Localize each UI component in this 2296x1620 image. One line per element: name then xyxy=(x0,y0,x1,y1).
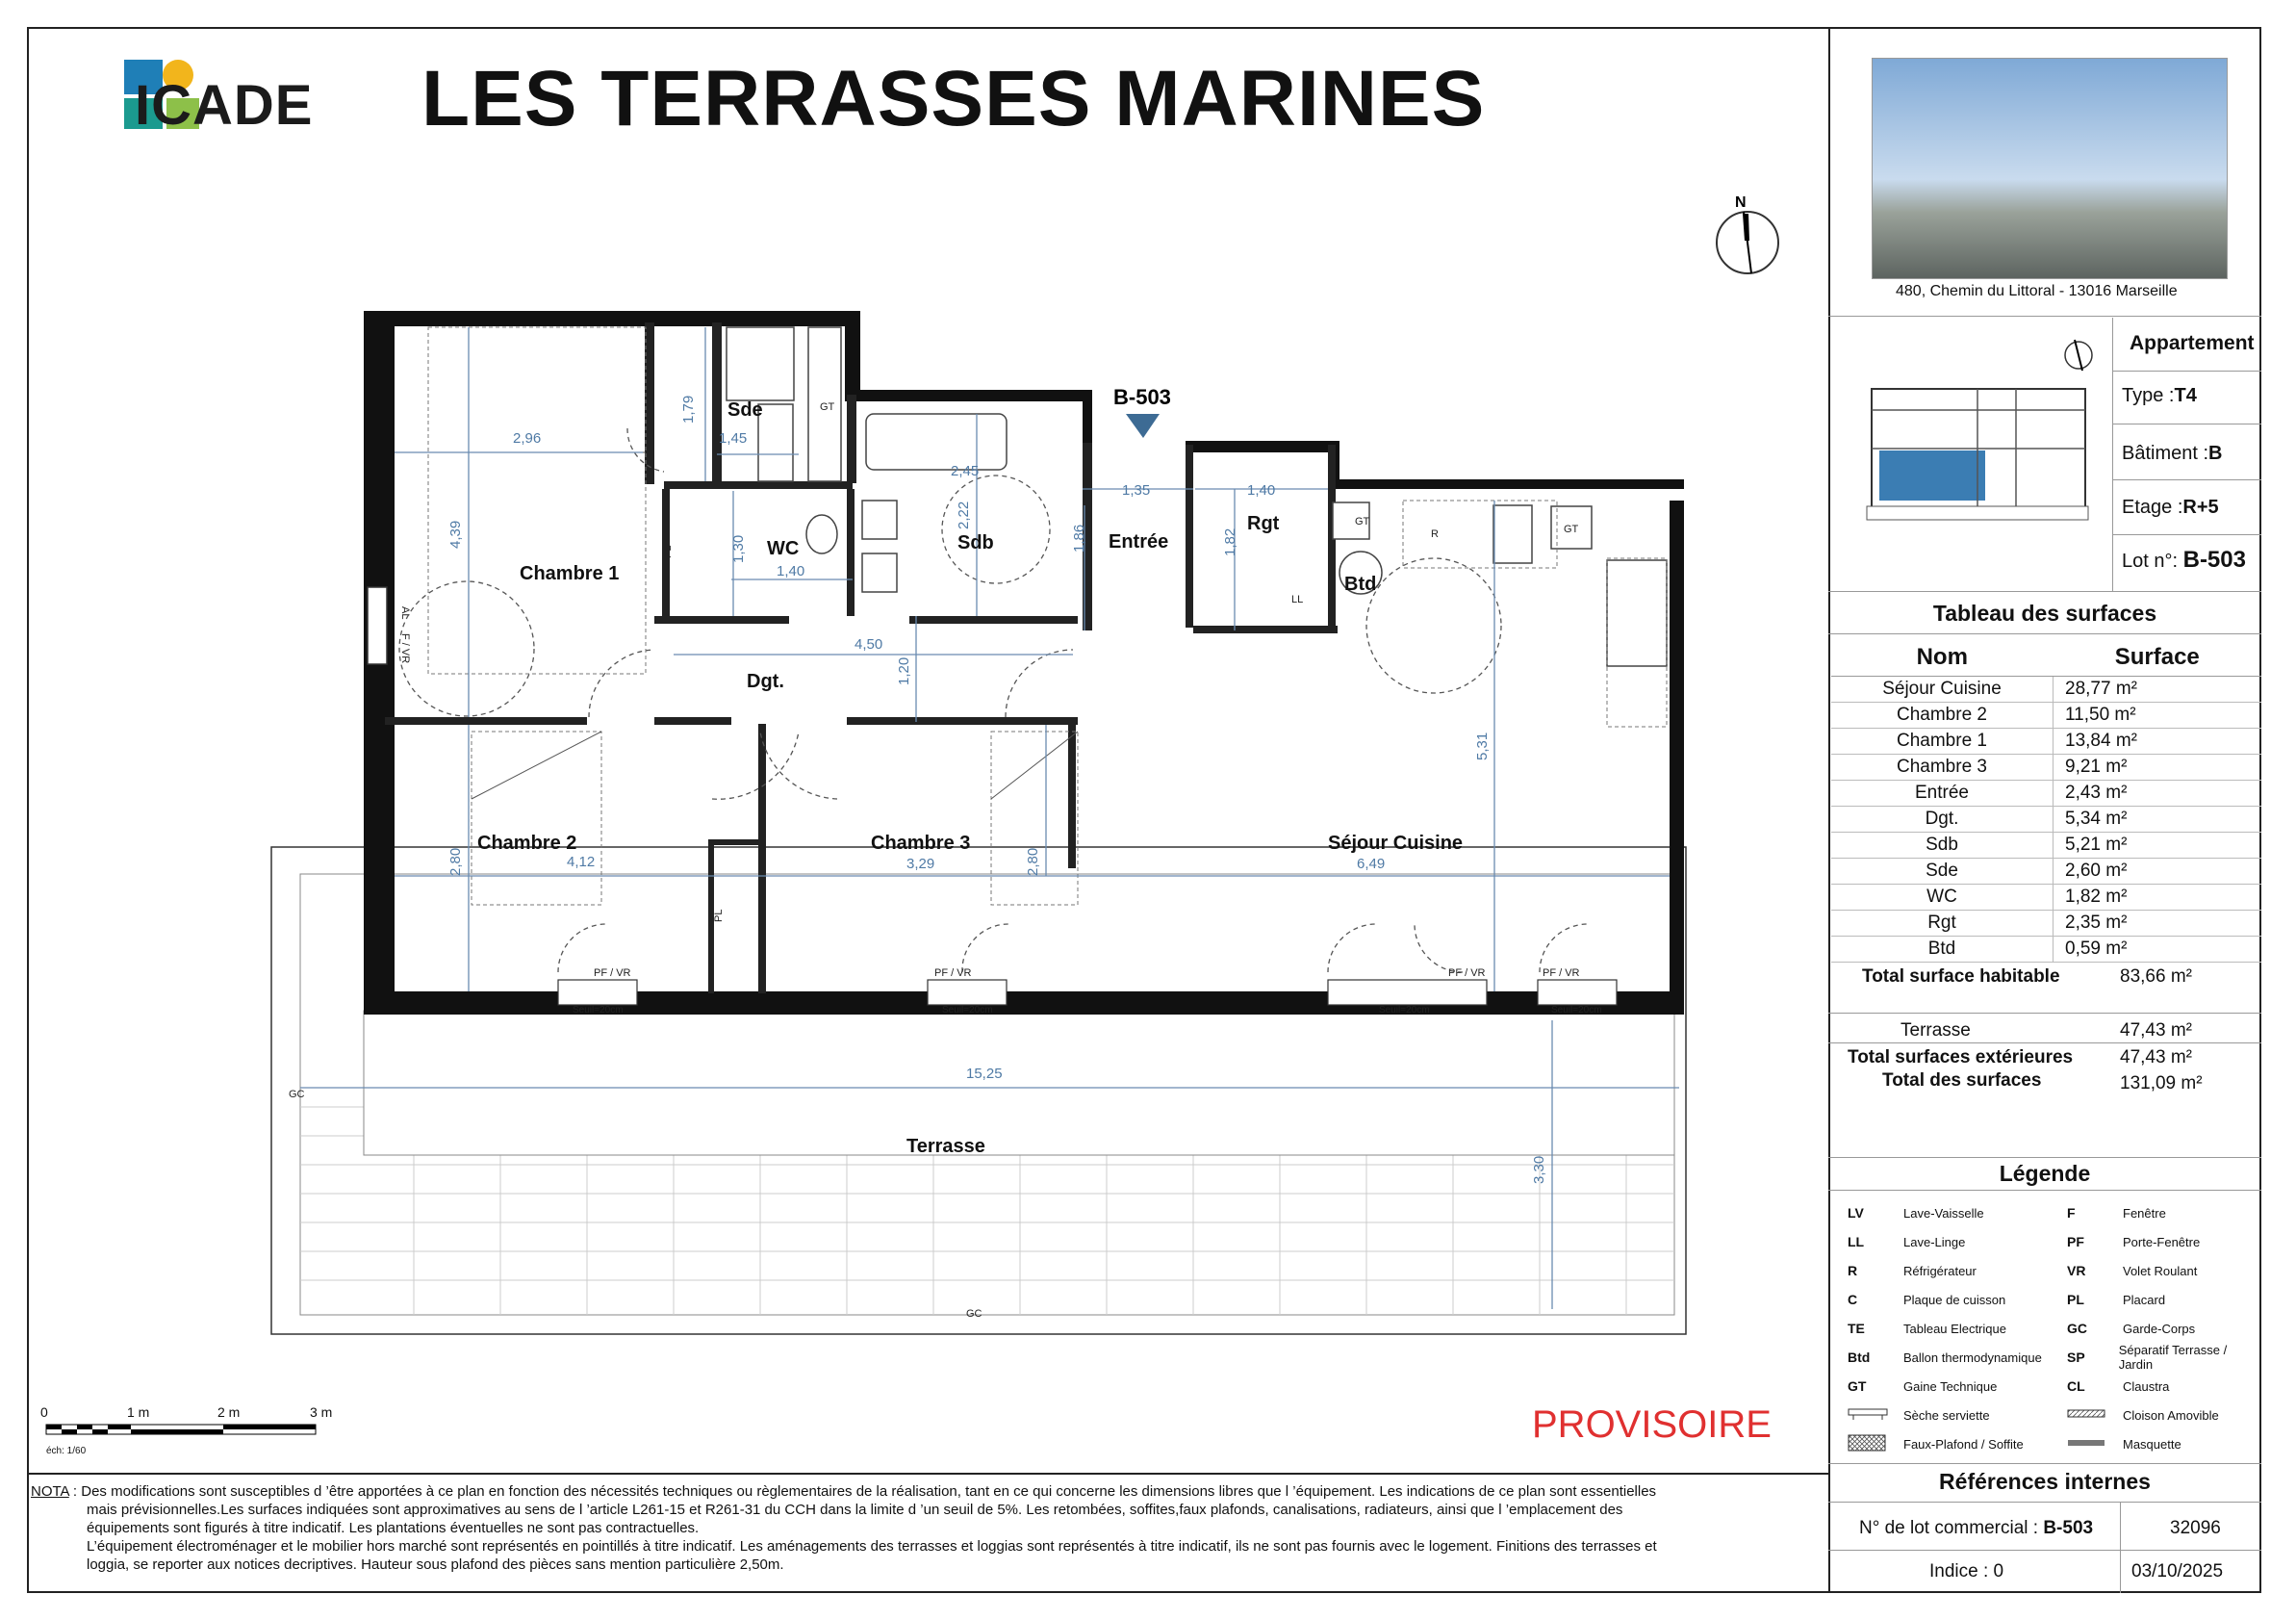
tag-pfvr: PF / VR xyxy=(1448,967,1486,979)
tag-gt: GT xyxy=(820,401,835,413)
table-row: Dgt. 5,34 m² xyxy=(1831,807,2261,833)
scale-tick: 2 m xyxy=(217,1404,241,1420)
scale-ratio: éch: 1/60 xyxy=(46,1446,87,1456)
exterior-walls xyxy=(364,311,1684,1015)
dim-label: 1,30 xyxy=(730,534,747,563)
dim-label: 1,35 xyxy=(1122,482,1151,499)
dim-label: 2,96 xyxy=(513,430,542,447)
dim-label: 1,20 xyxy=(896,656,912,685)
legend-item: GC Garde-Corps xyxy=(2067,1321,2196,1336)
dim-label: 4,12 xyxy=(567,854,596,870)
scale-bar xyxy=(38,1401,346,1469)
mini-compass-icon xyxy=(2059,332,2102,374)
room-rgt: Rgt xyxy=(1247,513,1280,534)
table-row: Btd 0,59 m² xyxy=(1831,937,2261,963)
tag-pfvr: PF / VR xyxy=(594,967,631,979)
dim-label: 2,22 xyxy=(956,501,972,529)
table-row: Entrée 2,43 m² xyxy=(1831,781,2261,807)
dim-label: 1,45 xyxy=(719,430,748,447)
divider xyxy=(1828,1550,2261,1551)
masquette-icon xyxy=(2067,1437,2107,1449)
dim-label: 15,25 xyxy=(966,1066,1003,1082)
tag-pl: PL xyxy=(713,909,725,922)
legend-item: LL Lave-Linge xyxy=(1848,1234,1966,1249)
lot-marker-label: B-503 xyxy=(1113,385,1171,409)
fixtures xyxy=(727,327,1667,666)
movable-partition-icon xyxy=(2067,1408,2107,1420)
towel-dryer-icon xyxy=(1848,1407,1888,1421)
tag-seuil: Seuil=20cm xyxy=(1551,1005,1602,1016)
revision-date: 03/10/2025 xyxy=(2131,1561,2224,1581)
dim-label: 6,49 xyxy=(1357,856,1386,872)
tag-seuil: Seuil=20cm xyxy=(942,1005,993,1016)
provisional-stamp: PROVISOIRE xyxy=(1532,1403,1772,1446)
scale-tick: 1 m xyxy=(127,1404,150,1420)
terrasse-value: 47,43 m² xyxy=(2120,1020,2192,1041)
note-key: NOTA xyxy=(31,1483,69,1500)
room-wc: WC xyxy=(767,538,800,559)
tag-gt: GT xyxy=(1355,516,1370,527)
bed-lines xyxy=(428,452,1078,799)
terrasse-label: Terrasse xyxy=(1901,1020,1971,1041)
tag-seuil: Seuil=20cm xyxy=(1379,1005,1430,1016)
legend-item: SP Séparatif Terrasse / Jardin xyxy=(2067,1343,2228,1372)
tag-seuil: Seuil=20cm xyxy=(573,1005,624,1016)
legend-item: VR Volet Roulant xyxy=(2067,1263,2198,1278)
divider xyxy=(2112,371,2261,372)
tag-gc: GC xyxy=(289,1089,305,1100)
compass-letter: N xyxy=(1735,194,1747,211)
table-row: WC 1,82 m² xyxy=(1831,885,2261,911)
dim-label: 3,30 xyxy=(1531,1155,1547,1184)
table-row: Chambre 1 13,84 m² xyxy=(1831,729,2261,755)
scale-tick: 0 xyxy=(40,1404,48,1420)
divider xyxy=(2112,534,2261,535)
legend-item: Masquette xyxy=(2067,1434,2181,1453)
room-chambre3: Chambre 3 xyxy=(871,833,971,854)
surfaces-table xyxy=(1831,639,2261,963)
dim-label: 5,31 xyxy=(1474,732,1491,760)
dimension-lines xyxy=(300,327,1679,1309)
room-entree: Entrée xyxy=(1109,531,1169,553)
tag-r: R xyxy=(1431,528,1439,540)
legend-item: C Plaque de cuisson xyxy=(1848,1292,2006,1307)
legend-item: TE Tableau Electrique xyxy=(1848,1321,2006,1336)
table-row: Chambre 3 9,21 m² xyxy=(1831,755,2261,781)
divider xyxy=(1828,633,2261,634)
lot-commercial: N° de lot commercial : B-503 xyxy=(1859,1518,2094,1538)
project-address: 480, Chemin du Littoral - 13016 Marseille xyxy=(1896,283,2178,299)
table-row: Chambre 2 11,50 m² xyxy=(1831,703,2261,729)
col-surface: Surface xyxy=(2054,639,2262,677)
room-sde: Sde xyxy=(727,399,763,421)
window-chambre1 xyxy=(368,587,387,664)
room-chambre1: Chambre 1 xyxy=(520,563,620,584)
dim-label: 1,40 xyxy=(1247,482,1276,499)
dim-label: 2,45 xyxy=(951,463,980,479)
dim-label: 1,40 xyxy=(777,563,805,579)
apartment-type: Type :T4 xyxy=(2122,385,2197,406)
divider xyxy=(1828,1502,2261,1503)
door-swings xyxy=(399,428,1588,972)
dim-label: 4,39 xyxy=(447,520,464,549)
legend-item: F Fenêtre xyxy=(2067,1205,2166,1221)
room-chambre2: Chambre 2 xyxy=(477,833,577,854)
index: Indice : 0 xyxy=(1929,1561,2004,1581)
divider xyxy=(1828,591,2261,592)
apartment-lot: Lot n°: B-503 xyxy=(2122,547,2246,573)
disclaimer-note: NOTA : Des modifications sont susceptibles d ’être apportées à ce plan en fonction des nécessités techniques ou règlementaires de la réalisation, tant en ce qui concerne les dimensions libres que l ’équipement. Les indications de ce plan sont essentielles mais prévisionnelles.Les surfaces indiquées sont approximatives au sens de l ’article L261-15 et R261-31 du CCH dans la limite d ’un seuil de 5%. Les retombées, soffites,faux plafonds, canalisations, radiateurs, ainsi que l ’emplacement des équipements sont figurés à titre indicatif. Les plantations éventuelles ne sont pas contractuelles. L’équipement électroménager et le mobilier hors marché sont représentés en pointillés à titre indicatif. Les aménagements des terrasses et loggias sont représentés à titre indicatif, ils ne sont pas fournis avec le logement. Finitions des terrasses et loggia, se reporter aux notices decriptives. Hauteur sous plafond des pièces sans mention particulière 2,50m. xyxy=(31,1483,1657,1573)
interior-walls xyxy=(385,322,1338,993)
legend-title: Légende xyxy=(1999,1161,2091,1186)
divider xyxy=(2112,479,2261,480)
tag-gt: GT xyxy=(1564,524,1579,535)
divider xyxy=(1828,1013,2261,1014)
apartment-floor: Etage :R+5 xyxy=(2122,497,2219,518)
false-ceiling-icon xyxy=(1848,1434,1888,1452)
tag-pfvr: PF / VR xyxy=(1543,967,1580,979)
legend-item: Btd Ballon thermodynamique xyxy=(1848,1350,2042,1365)
divider xyxy=(1828,316,2261,317)
divider xyxy=(1828,1157,2261,1158)
tag-fvr: F / VR xyxy=(399,633,411,664)
references-title: Références internes xyxy=(1939,1469,2151,1494)
dim-label: 1,79 xyxy=(680,395,697,424)
tag-pl: PL xyxy=(662,545,674,558)
reference-code: 32096 xyxy=(2170,1518,2221,1538)
brand-name: ICADE xyxy=(135,74,314,137)
dim-label: 1,86 xyxy=(1071,524,1087,553)
table-row: Sdb 5,21 m² xyxy=(1831,833,2261,859)
building-keyplan xyxy=(1862,381,2098,526)
total-value: 131,09 m² xyxy=(2120,1073,2203,1093)
dim-label: 1,82 xyxy=(1222,527,1238,556)
room-terrasse: Terrasse xyxy=(906,1136,985,1157)
tag-ll: LL xyxy=(1291,594,1304,605)
table-row: Rgt 2,35 m² xyxy=(1831,911,2261,937)
legend-item: Faux-Plafond / Soffite xyxy=(1848,1434,2024,1453)
legend-item: Cloison Amovible xyxy=(2067,1405,2219,1425)
total-hab-value: 83,66 m² xyxy=(2120,966,2192,987)
dim-label: 2,80 xyxy=(1025,847,1041,876)
room-sejour: Séjour Cuisine xyxy=(1328,833,1464,854)
dim-label: 2,80 xyxy=(447,847,464,876)
legend-item: LV Lave-Vaisselle xyxy=(1848,1205,1984,1221)
divider xyxy=(2120,1502,2121,1593)
table-row: Séjour Cuisine 28,77 m² xyxy=(1831,677,2261,703)
legend-item: CL Claustra xyxy=(2067,1378,2170,1394)
divider xyxy=(1828,1463,2261,1464)
scale-tick: 3 m xyxy=(310,1404,333,1420)
room-btd: Btd xyxy=(1344,574,1377,595)
table-row: Sde 2,60 m² xyxy=(1831,859,2261,885)
legend-item: GT Gaine Technique xyxy=(1848,1378,1998,1394)
divider xyxy=(1828,1190,2261,1191)
lot-marker-icon xyxy=(1126,414,1160,438)
divider xyxy=(27,1473,1828,1475)
total-ext-value: 47,43 m² xyxy=(2120,1047,2192,1067)
total-ext-label: Total surfaces extérieures xyxy=(1848,1047,2074,1067)
dim-label: 4,50 xyxy=(855,636,883,653)
col-name: Nom xyxy=(1831,639,2054,677)
legend-item: PF Porte-Fenêtre xyxy=(2067,1234,2201,1249)
tag-pfvr: PF / VR xyxy=(934,967,972,979)
tag-gc: GC xyxy=(966,1308,982,1320)
dim-label: 3,29 xyxy=(906,856,935,872)
legend-item: Sèche serviette xyxy=(1848,1405,1990,1425)
project-title: LES TERRASSES MARINES xyxy=(421,55,1486,142)
legend-item: PL Placard xyxy=(2067,1292,2166,1307)
total-label: Total des surfaces xyxy=(1882,1070,2042,1091)
tag-al: AL xyxy=(399,606,411,620)
room-dgt: Dgt. xyxy=(747,671,784,692)
surfaces-title: Tableau des surfaces xyxy=(1932,601,2157,626)
building-rendering-image xyxy=(1872,58,2228,279)
apartment-building: Bâtiment :B xyxy=(2122,443,2223,464)
divider xyxy=(1828,1042,2261,1043)
total-hab-label: Total surface habitable xyxy=(1862,966,2060,987)
legend-item: R Réfrigérateur xyxy=(1848,1263,1977,1278)
apartment-heading: Appartement xyxy=(2130,332,2255,354)
room-sdb: Sdb xyxy=(957,532,994,553)
